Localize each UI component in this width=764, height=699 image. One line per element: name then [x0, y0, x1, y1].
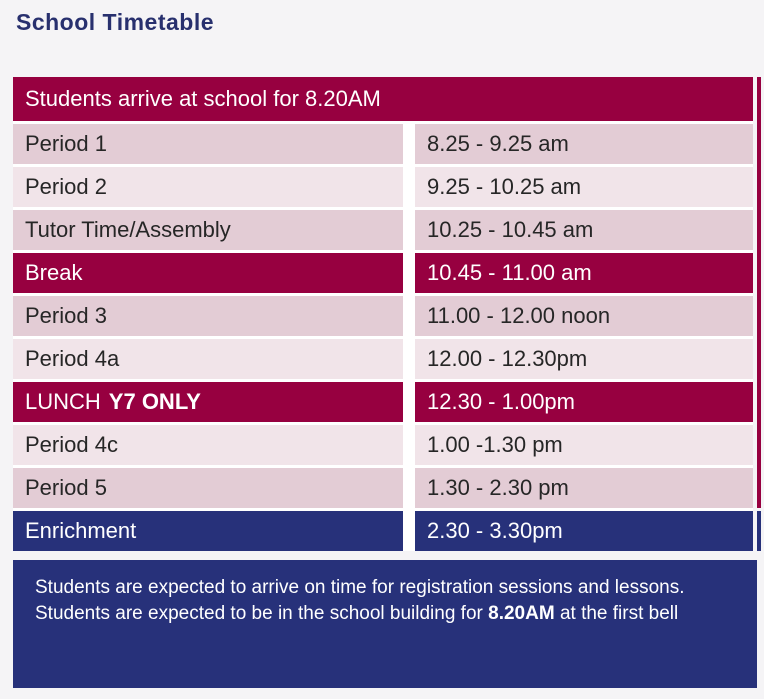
row-time: 10.25 - 10.45 am — [415, 210, 753, 250]
row-time: 1.30 - 2.30 pm — [415, 468, 753, 508]
footer-text-after: at the first bell — [554, 603, 679, 625]
row-label: Period 2 — [13, 167, 403, 207]
row-time: 10.45 - 11.00 am — [415, 253, 753, 293]
row-label: Period 4a — [13, 339, 403, 379]
row-label-bold: Y7 ONLY — [108, 389, 201, 414]
row-time: 11.00 - 12.00 noon — [415, 296, 753, 336]
row-time: 8.25 - 9.25 am — [415, 124, 753, 164]
row-time: 12.30 - 1.00pm — [415, 382, 753, 422]
row-time: 12.00 - 12.30pm — [415, 339, 753, 379]
row-label: Enrichment — [13, 511, 403, 551]
row-label: Tutor Time/Assembly — [13, 210, 403, 250]
footer-note — [13, 560, 757, 688]
footer-text-bold: 8.20AM — [488, 603, 555, 625]
row-label: Break — [13, 253, 403, 293]
page-title: School Timetable — [16, 9, 215, 35]
timetable-header-row: Students arrive at school for 8.20AM — [13, 77, 753, 121]
right-accent-stripe-maroon — [757, 77, 761, 508]
footer-text-before: Students are expected to arrive on time for registration sessions and lessons. Students are expected to be in the school building for — [35, 577, 685, 625]
timetable-table — [13, 77, 753, 551]
right-accent-stripe-navy — [757, 511, 761, 551]
row-label: Period 1 — [13, 124, 403, 164]
row-time: 2.30 - 3.30pm — [415, 511, 753, 551]
row-time: 1.00 -1.30 pm — [415, 425, 753, 465]
row-label: Period 5 — [13, 468, 403, 508]
row-time: 9.25 - 10.25 am — [415, 167, 753, 207]
row-label: LUNCH Y7 ONLY — [13, 382, 403, 422]
row-label: Period 4c — [13, 425, 403, 465]
row-label: Period 3 — [13, 296, 403, 336]
